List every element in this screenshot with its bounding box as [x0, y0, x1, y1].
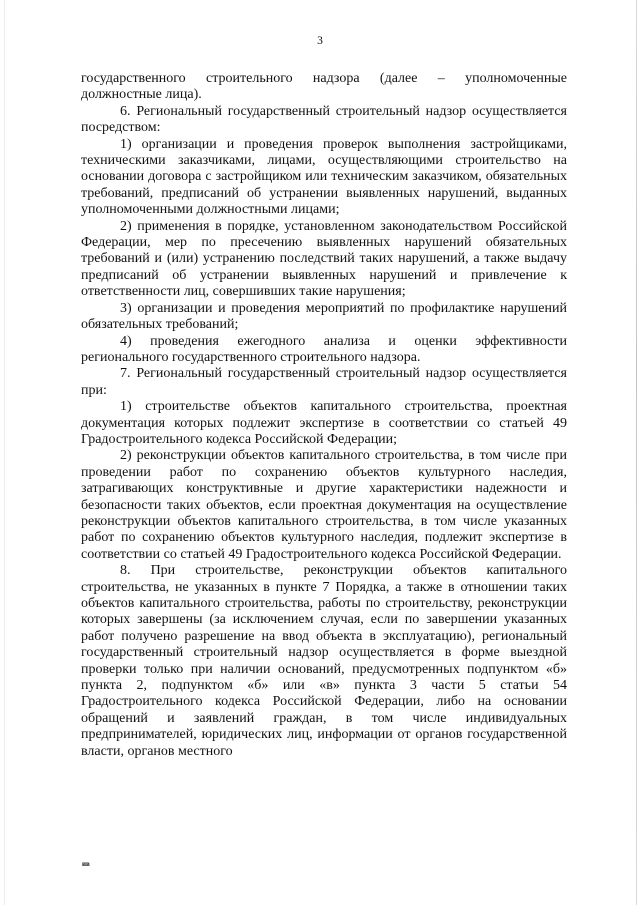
- paragraph-item-7: 7. Региональный государственный строительный надзор осуществляется при:: [81, 366, 567, 398]
- paragraph-subitem-6-3: 3) организации и проведения мероприятий по профилактике нарушений обязательных требований;: [81, 300, 567, 333]
- paragraph-subitem-6-2: 2) применения в порядке, установленном законодательством Российской Федерации, мер по пресечению выявленных нарушений обязательных требований и (или) устранению последствий таких нарушений, а также выдачу предписаний об устранении выявленных нарушений и привлечение к ответственности лиц, совершивших такие нарушения;: [81, 218, 567, 300]
- paragraph-subitem-6-4: 4) проведения ежегодного анализа и оценки эффективности регионального государственного строительного надзора.: [81, 333, 567, 365]
- paragraph-item-6: 6. Региональный государственный строительный надзор осуществляется посредством:: [81, 103, 567, 136]
- scan-edge-right: [636, 0, 637, 905]
- paragraph-subitem-7-2: 2) реконструкции объектов капитального строительства, в том числе при проведении работ по сохранению объектов культурного наследия, затрагивающих конструктивные и другие характеристики надежности и безопасности таких объектов, если проектная документация на осуществление реконструкции объектов капитального строительства, в том числе указанных работ по сохранению объектов культурного наследия, подлежит экспертизе в соответствии со статьей 49 Градостроительного кодекса Российской Федерации.: [81, 448, 567, 562]
- paragraph-item-8: 8. При строительстве, реконструкции объектов капитального строительства, не указанных в пункте 7 Порядка, а также в отношении таких объектов капитального строительства, работы по строительству, реконструкции которых завершены (за исключением случая, если по завершении указанных работ получено разрешение на ввод объекта в эксплуатацию), региональный государственный строительный надзор осуществляется в форме выездной проверки только при наличии оснований, предусмотренных подпунктом «б» пункта 2, подпунктом «б» или «в» пункта 3 части 5 статьи 54 Градостроительного кодекса Российской Федерации, либо на основании обращений и заявлений граждан, в том числе индивидуальных предпринимателей, юридических лиц, информации от органов государственной власти, органов местного: [81, 563, 567, 759]
- paragraph-subitem-7-1: 1) строительстве объектов капитального строительства, проектная документация которых подлежит экспертизе в соответствии со статьей 49 Градостроительного кодекса Российской Федерации;: [81, 399, 567, 447]
- footer-mark: ив: [82, 860, 90, 868]
- scan-edge-left: [4, 0, 5, 905]
- page-number: 3: [317, 35, 323, 47]
- document-body: [81, 71, 567, 760]
- paragraph-continuation: государственного строительного надзора (далее – уполномоченные должностные лица).: [81, 71, 567, 103]
- paragraph-subitem-6-1: 1) организации и проведения проверок выполнения застройщиками, техническими заказчиками, лицами, осуществляющими строительство на основании договора с застройщиком или техническим заказчиком, обязательных требований, предписаний об устранении выявленных нарушений, выданных уполномоченными должностными лицами;: [81, 136, 567, 218]
